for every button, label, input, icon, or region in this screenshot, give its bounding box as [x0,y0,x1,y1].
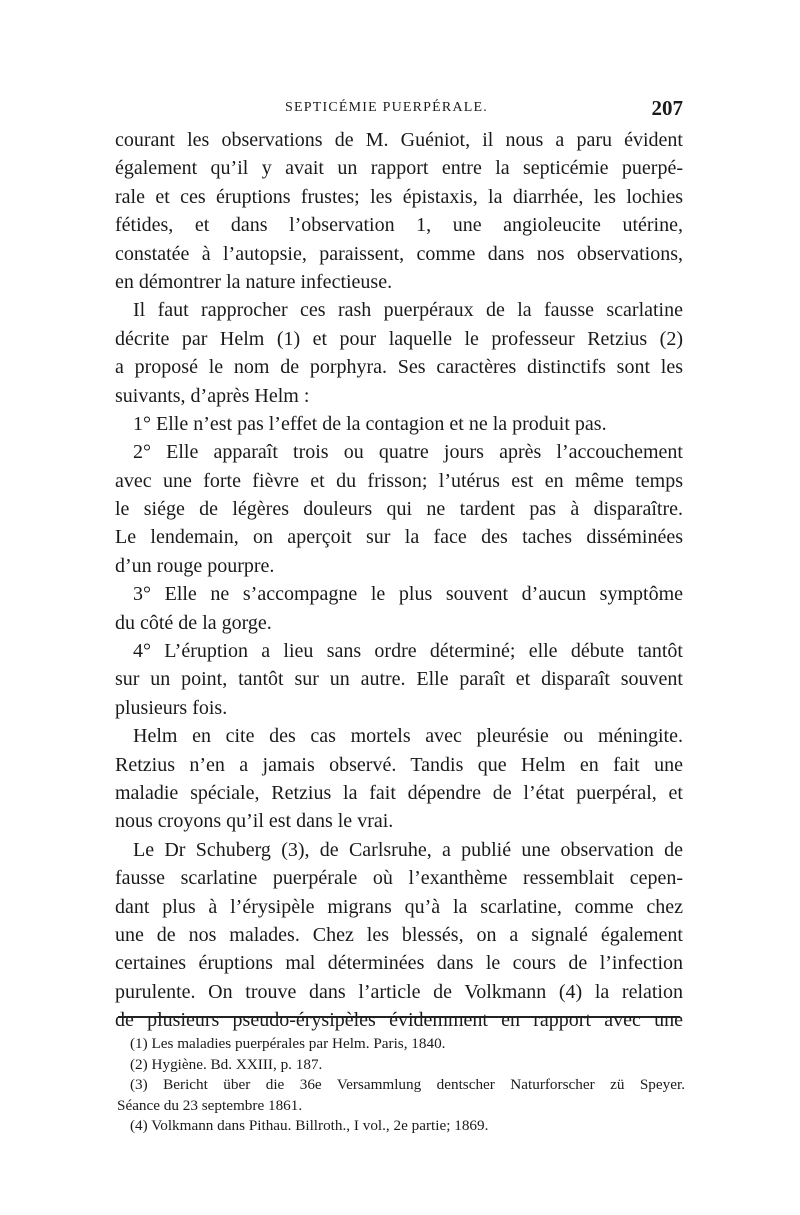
footnotes [117,1034,685,1137]
text-line: une de nos malades. Chez les blessés, on a signalé également [115,923,683,946]
text-line: Le lendemain, on aperçoit sur la face des taches disséminées [115,526,683,549]
text-line: purulente. On trouve dans l’article de Volkmann (4) la relation [115,980,683,1003]
text-line: 1° Elle n’est pas l’effet de la contagion et ne la produit pas. [133,412,607,435]
footnote: (4) Volkmann dans Pithau. Billroth., I vol., 2e partie; 1869. [130,1117,489,1134]
text-line: du côté de la gorge. [115,611,272,634]
body-text [115,126,683,1035]
text-line: de plusieurs pseudo-érysipèles évidemment en rapport avec une [115,1009,683,1032]
text-line: dant plus à l’érysipèle migrans qu’à la scarlatine, comme chez [115,895,683,918]
text-line: courant les observations de M. Guéniot, il nous a paru évident [115,129,683,151]
text-line: 4° L’éruption a lieu sans ordre déterminé; elle débute tantôt [133,640,683,663]
text-line: sur un point, tantôt sur un autre. Elle paraît et disparaît souvent [115,668,683,691]
text-line: 2° Elle apparaît trois ou quatre jours après l’accouchement [133,441,683,464]
text-line: Helm en cite des cas mortels avec pleurésie ou méningite. [133,725,683,748]
text-line: également qu’il y avait un rapport entre la septicémie puerpé- [115,157,683,180]
text-line: plusieurs fois. [115,696,228,719]
text-line: certaines éruptions mal déterminées dans le cours de l’infection [115,952,683,975]
text-line: Le Dr Schuberg (3), de Carlsruhe, a publié une observation de [133,838,683,861]
running-title: SEPTICÉMIE PUERPÉRALE. [285,100,488,115]
text-line: décrite par Helm (1) et pour laquelle le professeur Retzius (2) [115,327,683,350]
text-line: d’un rouge pourpre. [115,554,275,577]
text-line: le siége de légères douleurs qui ne tardent pas à disparaître. [115,498,683,521]
text-line: suivants, d’après Helm : [115,384,310,407]
text-line: fétides, et dans l’observation 1, une angioleucite utérine, [115,214,683,237]
footnote: (2) Hygiène. Bd. XXIII, p. 187. [130,1055,323,1073]
text-line: a proposé le nom de porphyra. Ses caractères distinctifs sont les [115,356,683,379]
running-head [115,96,683,126]
text-line: rale et ces éruptions frustes; les épistaxis, la diarrhée, les lochies [115,185,683,208]
text-line: nous croyons qu’il est dans le vrai. [115,810,394,833]
footnote-continuation: Séance du 23 septembre 1861. [117,1096,303,1114]
text-line: en démontrer la nature infectieuse. [115,270,393,293]
footnote: (3) Bericht über die 36e Versammlung dentscher Naturforscher zü Speyer. [130,1076,685,1093]
page-number: 207 [651,96,683,120]
footnote-rule [118,1016,680,1018]
footnote: (1) Les maladies puerpérales par Helm. Paris, 1840. [130,1035,446,1052]
text-line: fausse scarlatine puerpérale où l’exanthème ressemblait cepen- [115,867,683,890]
text-line: avec une forte fièvre et du frisson; l’utérus est en même temps [115,469,683,492]
text-line: maladie spéciale, Retzius la fait dépendre de l’état puerpéral, et [115,781,683,804]
text-line: Retzius n’en a jamais observé. Tandis que Helm en fait une [115,753,683,776]
text-line: Il faut rapprocher ces rash puerpéraux de la fausse scarlatine [133,299,683,322]
text-line: 3° Elle ne s’accompagne le plus souvent d’aucun symptôme [133,583,683,606]
text-line: constatée à l’autopsie, paraissent, comme dans nos observations, [115,242,683,265]
